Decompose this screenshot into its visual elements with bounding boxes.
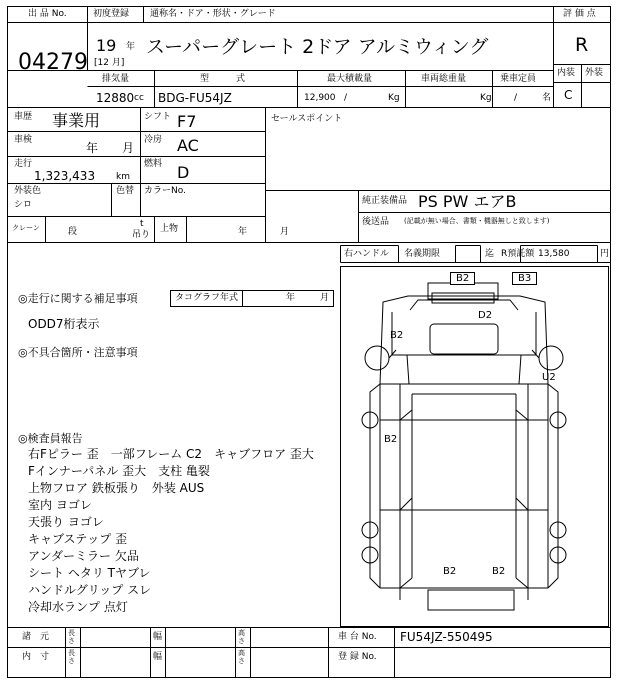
interior-grade: C	[564, 88, 573, 102]
ext-color-value: シロ	[14, 200, 33, 210]
body-year-unit: 年	[238, 227, 248, 237]
displacement-label: 排気量	[102, 74, 130, 84]
width-label: 幅	[153, 632, 163, 642]
inner-height-label: 高さ	[238, 649, 245, 665]
ext-color-label: 外装色	[14, 186, 42, 196]
damage-mark: U2	[542, 372, 556, 383]
model-name: スーパーグレート 2ドア アルミウィング	[146, 36, 489, 58]
genuine-equip-value: PS PW エアB	[418, 192, 517, 211]
fuel-value: D	[177, 163, 190, 182]
damage-mark: B3	[512, 272, 537, 285]
interior-grade-label: 内装	[557, 68, 576, 78]
chassis-label: 車 台 No.	[338, 632, 377, 642]
dims-label: 諸 元	[22, 632, 50, 642]
inspector-line: 室内 ヨゴレ	[28, 498, 92, 512]
body-month-unit: 月	[280, 227, 290, 237]
damage-mark: B2	[492, 566, 506, 577]
tachograph-label: タコグラフ年式	[175, 293, 239, 303]
max-load-value: 12,900	[304, 93, 336, 103]
rhd-label: 右ハンドル	[344, 249, 390, 259]
damage-mark: B2	[390, 330, 404, 341]
inspector-line: アンダーミラー 欠品	[28, 549, 139, 563]
exterior-grade-label: 外装	[585, 68, 604, 78]
until-label: 迄	[485, 249, 495, 259]
mileage-value: 1,323,433	[34, 169, 96, 183]
registration-label: 登 録 No.	[338, 652, 377, 662]
mileage-unit: km	[116, 172, 130, 182]
defects-heading: ◎不具合箇所・注意事項	[18, 346, 138, 359]
docs-label: 後送品	[362, 217, 390, 227]
history-value: 事業用	[52, 111, 101, 130]
inspector-line: ハンドルグリップ スレ	[28, 583, 152, 597]
capacity-label: 乗車定員	[500, 74, 537, 84]
docs-note: (記載が無い場合、書類・機器無しと致します)	[404, 217, 550, 225]
capacity-slash: /	[514, 93, 518, 103]
genuine-equip-label: 純正装備品	[362, 196, 408, 206]
overall-grade: R	[575, 34, 589, 56]
gvw-label: 車両総重量	[421, 74, 467, 84]
length-label: 長さ	[68, 629, 75, 645]
damage-mark: B2	[450, 272, 475, 285]
inspector-report-heading: ◎検査員報告	[18, 432, 83, 445]
max-load-unit: Kg	[388, 93, 400, 103]
inspector-line: シート ヘタリ Tヤブレ	[28, 566, 151, 580]
inspector-line: 天張り ヨゴレ	[28, 515, 104, 529]
recycle-deposit-label: R預託額	[501, 249, 535, 259]
grade-label: 評 価 点	[563, 9, 596, 19]
inspection-label: 車検	[14, 135, 33, 145]
ac-value: AC	[177, 136, 199, 155]
ac-label: 冷房	[144, 135, 163, 145]
model-code: BDG-FU54JZ	[158, 91, 232, 105]
inspector-line: 上物フロア 鉄板張り 外装 AUS	[28, 481, 205, 495]
color-code-label: カラーNo.	[144, 186, 186, 196]
height-label: 高さ	[238, 629, 245, 645]
reg-year: 19	[96, 36, 117, 55]
reg-year-unit: 年	[126, 42, 136, 52]
crane-label: クレーン	[12, 224, 40, 232]
capacity-unit: 名	[542, 93, 552, 103]
model-label: 型 式	[200, 74, 246, 84]
mileage-label: 走行	[14, 159, 33, 169]
yen-unit: 円	[600, 249, 610, 259]
body-label: 上物	[160, 224, 179, 234]
lot-label: 出 品 No.	[28, 9, 67, 19]
inspector-report-list	[28, 446, 314, 616]
displacement-value: 12880	[96, 91, 135, 105]
driving-note: ODD7桁表示	[28, 317, 100, 331]
first-reg-label: 初度登録	[93, 9, 130, 19]
gvw-unit: Kg	[480, 93, 492, 103]
inner-dims-label: 内 寸	[22, 652, 50, 662]
inspection-year-unit: 年	[86, 141, 99, 155]
shift-label: シフト	[144, 112, 172, 122]
tacho-year-unit: 年	[286, 293, 296, 303]
inspector-line: 右Fピラー 歪 一部フレーム C2 キャブフロア 歪大	[28, 447, 314, 461]
driving-notes-heading: ◎走行に関する補足事項	[18, 292, 138, 305]
crane-ton-unit: t	[140, 219, 144, 229]
damage-mark: D2	[478, 310, 493, 321]
chassis-number: FU54JZ-550495	[400, 630, 493, 644]
color-change-label: 色替	[116, 186, 135, 196]
crane-lift-unit: 吊り	[132, 230, 151, 240]
sales-point-label: セールスポイント	[271, 114, 343, 124]
inspector-line: 冷却水ランプ 点灯	[28, 600, 128, 614]
name-change-label: 名義期限	[404, 249, 441, 259]
inspection-month-unit: 月	[122, 141, 135, 155]
inspector-line: キャブステップ 歪	[28, 532, 128, 546]
inspector-line: Fインナーパネル 歪大 支柱 亀裂	[28, 464, 210, 478]
inner-width-label: 幅	[153, 652, 163, 662]
history-label: 車歴	[14, 112, 33, 122]
displacement-unit: cc	[134, 93, 144, 103]
lot-number: 04279	[18, 50, 88, 75]
fuel-label: 燃料	[144, 159, 163, 169]
inner-length-label: 長さ	[68, 649, 75, 665]
max-load-label: 最大積載量	[327, 74, 373, 84]
recycle-deposit-amount: 13,580	[538, 249, 570, 259]
damage-mark: B2	[443, 566, 457, 577]
crane-stage-unit: 段	[68, 227, 78, 237]
name-grade-label: 通称名・ドア・形状・グレード	[150, 9, 276, 19]
tacho-month-unit: 月	[320, 293, 330, 303]
shift-value: F7	[177, 112, 197, 131]
reg-month: [12 月]	[94, 58, 125, 68]
max-load-slash: /	[344, 93, 348, 103]
damage-mark: B2	[384, 434, 398, 445]
